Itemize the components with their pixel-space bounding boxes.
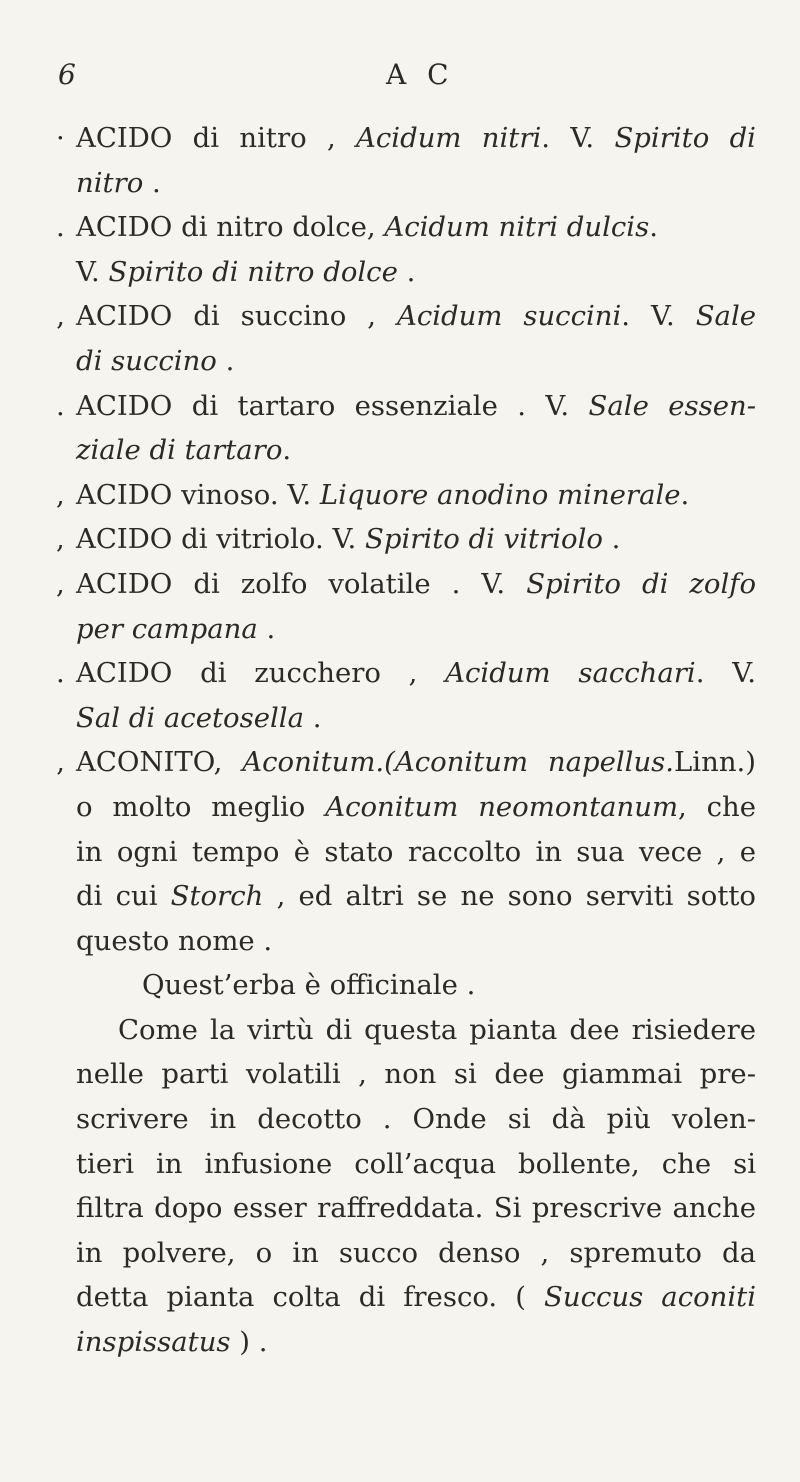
text-line-content — [56, 478, 690, 511]
entry-marker: ‚ — [56, 300, 65, 333]
entry-marker: . — [56, 657, 65, 690]
italic-term: Succus aconiti — [544, 1281, 757, 1314]
text-run: . — [216, 344, 235, 377]
text-line — [56, 874, 756, 919]
text-line — [56, 384, 756, 429]
text-line-content — [76, 1237, 756, 1269]
text-line — [56, 116, 756, 161]
italic-term: Acidum nitri dulcis — [384, 211, 650, 244]
text-line-content — [56, 746, 756, 779]
text-line — [56, 1186, 756, 1231]
italic-term: Aconitum.(Aconitum napellus. — [242, 746, 675, 779]
text-run: . — [649, 211, 658, 244]
text-run: ACIDO di tartaro essenziale . V. — [76, 389, 589, 422]
text-run: . — [680, 478, 690, 511]
text-line-content — [76, 434, 291, 466]
text-line — [56, 1097, 756, 1142]
text-line-content — [76, 1103, 756, 1135]
text-run: , ed altri se ne sono serviti sotto — [263, 880, 756, 913]
text-run: . — [602, 523, 621, 556]
text-line — [56, 1275, 756, 1320]
text-line-content — [142, 969, 475, 1001]
text-run: in polvere, o in succo denso , spremuto da — [76, 1236, 756, 1269]
text-line — [56, 294, 756, 339]
text-line-content — [76, 1192, 756, 1224]
text-line-content — [76, 1326, 267, 1358]
page-header — [0, 58, 800, 98]
text-run: . V. — [621, 300, 696, 333]
text-line-content — [56, 211, 658, 244]
text-line — [56, 785, 756, 830]
italic-term: ziale di tartaro — [76, 434, 283, 467]
text-run: ACIDO di nitro , — [76, 122, 357, 154]
italic-term: Sale essen- — [588, 389, 757, 422]
dictionary-text — [56, 116, 756, 1365]
italic-term: inspissatus — [76, 1326, 231, 1359]
text-line — [56, 428, 756, 473]
text-line-content — [56, 389, 757, 422]
text-line-content — [76, 613, 275, 645]
text-line — [56, 607, 756, 652]
text-run: questo nome . — [76, 924, 273, 957]
text-run: detta pianta colta di fresco. ( — [76, 1281, 545, 1314]
text-line-content — [56, 122, 756, 154]
text-line — [56, 339, 756, 384]
italic-term: di succino — [76, 344, 217, 377]
text-run: scrivere in decotto . Onde si dà più volen- — [76, 1103, 756, 1136]
italic-term: Spirito di vitriolo — [365, 523, 603, 556]
text-line-content — [56, 523, 621, 556]
text-run: Come la virtù di questa pianta dee risiedere — [118, 1013, 756, 1046]
italic-term: Spirito di zolfo — [526, 567, 757, 600]
text-run: ACIDO di zucchero , — [76, 657, 446, 690]
text-line-content — [56, 300, 757, 333]
italic-term: Sale — [695, 300, 757, 333]
text-line — [56, 205, 756, 250]
text-line — [56, 1008, 756, 1053]
entry-marker: , — [56, 523, 65, 556]
text-line — [56, 473, 756, 518]
text-run: ACIDO vinoso. V. — [76, 478, 320, 511]
italic-term: per campana — [76, 612, 258, 645]
entry-marker: . — [56, 211, 65, 244]
text-line-content — [76, 345, 234, 377]
text-run: . — [397, 255, 416, 288]
text-run: di cui — [76, 880, 171, 913]
text-line — [56, 696, 756, 741]
text-line-content — [76, 167, 161, 199]
text-run: nelle parti volatili , non si dee giammai pre- — [76, 1058, 756, 1091]
italic-term: Storch — [170, 880, 264, 913]
italic-term: Acidum sacchari — [445, 657, 696, 690]
italic-term: Aconitum neomontanum — [325, 790, 679, 823]
italic-term: Liquore anodino minerale — [319, 478, 681, 511]
text-line — [56, 1320, 756, 1365]
text-line-content — [76, 256, 415, 288]
text-line — [56, 963, 756, 1008]
italic-term: Spirito di — [614, 122, 756, 154]
text-line-content — [76, 1148, 756, 1180]
text-run: ) . — [230, 1326, 268, 1359]
text-line-content — [56, 567, 757, 600]
text-run: ACONITO, — [76, 746, 243, 779]
text-line — [56, 1052, 756, 1097]
entry-marker: , — [56, 478, 65, 511]
text-line — [56, 1231, 756, 1276]
running-head: A C — [386, 58, 455, 91]
text-line-content — [76, 702, 321, 734]
entry-marker: · — [56, 122, 65, 154]
text-line — [56, 562, 756, 607]
text-run: . — [257, 612, 276, 645]
text-run: tieri in infusione coll’acqua bollente, che si — [76, 1147, 756, 1180]
page-number: 6 — [58, 58, 76, 91]
italic-term: Spirito di nitro dolce — [108, 255, 398, 288]
text-line — [56, 250, 756, 295]
italic-term: Acidum nitri — [356, 122, 542, 154]
text-run: . — [143, 166, 161, 199]
entry-marker: , — [56, 567, 65, 600]
text-line-content — [118, 1014, 756, 1046]
text-line-content — [76, 1281, 756, 1313]
text-run: ACIDO di zolfo volatile . V. — [76, 567, 527, 600]
text-line-content — [76, 880, 756, 912]
text-line — [56, 1142, 756, 1187]
text-line — [56, 740, 756, 785]
text-run: o molto meglio — [76, 790, 326, 823]
text-run: filtra dopo esser raffreddata. Si prescrive anche — [76, 1192, 756, 1225]
italic-term: nitro — [76, 166, 144, 199]
text-run: . V. — [695, 657, 756, 690]
text-run: ACIDO di succino , — [76, 300, 397, 333]
text-run: . — [282, 434, 292, 467]
entry-marker: ‚ — [56, 746, 65, 779]
text-line — [56, 161, 756, 206]
text-line — [56, 517, 756, 562]
text-run: . — [303, 701, 322, 734]
text-line-content — [56, 657, 756, 690]
text-line — [56, 919, 756, 964]
italic-term: Sal di acetosella — [76, 701, 304, 734]
text-line — [56, 830, 756, 875]
text-run: in ogni tempo è stato raccolto in sua vece , e — [76, 835, 756, 868]
text-line — [56, 651, 756, 696]
text-run: Linn.) — [674, 746, 756, 779]
text-line-content — [76, 836, 756, 868]
text-line-content — [76, 925, 272, 957]
text-line-content — [76, 1058, 756, 1090]
text-run: , che — [678, 790, 756, 823]
entry-marker: . — [56, 389, 65, 422]
text-run: . V. — [541, 122, 615, 154]
text-run: ACIDO di vitriolo. V. — [76, 523, 366, 556]
italic-term: Acidum succini — [396, 300, 622, 333]
text-run: ACIDO di nitro dolce, — [76, 211, 385, 244]
text-run: V. — [76, 255, 109, 288]
text-run: Quest’erba è officinale . — [142, 969, 476, 1002]
text-line-content — [76, 791, 756, 823]
